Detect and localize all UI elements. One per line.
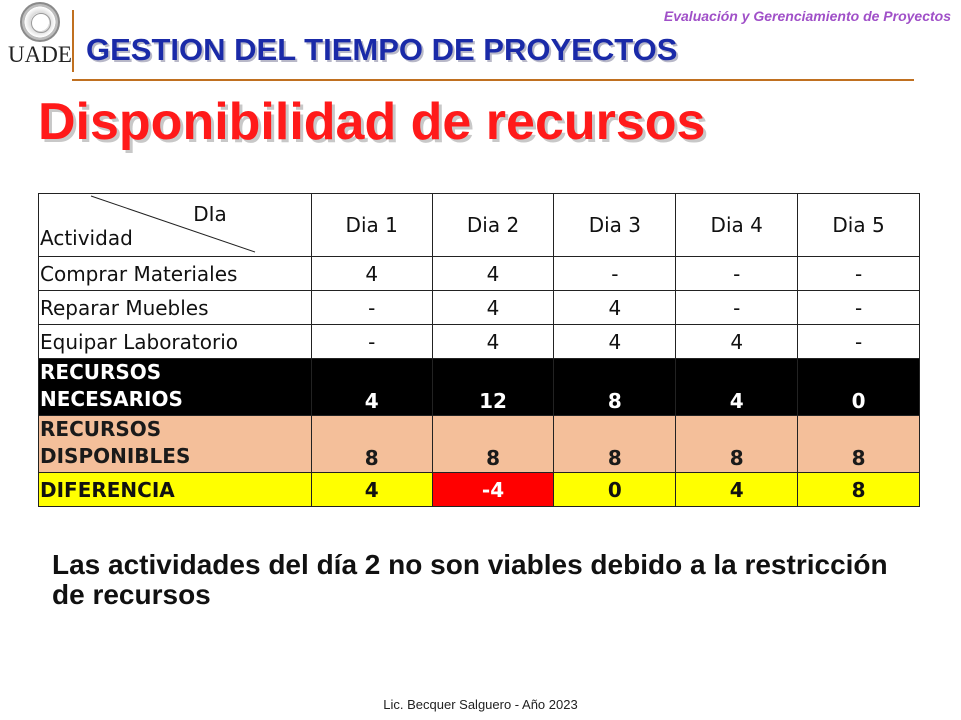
table-cell: 8 bbox=[554, 359, 676, 416]
table-row bbox=[39, 325, 920, 359]
corner-label-dia: DIa bbox=[193, 202, 227, 226]
table-cell: 4 bbox=[554, 325, 676, 359]
table-cell: 0 bbox=[554, 473, 676, 507]
table-cell: 8 bbox=[798, 473, 920, 507]
vertical-rule bbox=[72, 10, 74, 72]
negative-cell: -4 bbox=[432, 473, 554, 507]
corner-cell bbox=[39, 194, 312, 257]
activity-label: Comprar Materiales bbox=[39, 257, 312, 291]
course-subtitle: Evaluación y Gerenciamiento de Proyectos bbox=[663, 8, 951, 24]
disponibles-label bbox=[39, 416, 312, 473]
table-cell: 8 bbox=[798, 416, 920, 473]
necesarios-label-line1: RECURSOS bbox=[40, 360, 162, 384]
table-cell: - bbox=[311, 325, 432, 359]
disponibles-label-line2: DISPONIBLES bbox=[40, 444, 191, 468]
necesarios-label bbox=[39, 359, 312, 416]
table-cell: 8 bbox=[676, 416, 798, 473]
table-cell: 4 bbox=[432, 291, 554, 325]
table-cell: 4 bbox=[311, 359, 432, 416]
corner-label-actividad: Actividad bbox=[40, 226, 133, 250]
recursos-disponibles-row bbox=[39, 416, 920, 473]
necesarios-label-line2: NECESARIOS bbox=[40, 387, 183, 411]
table-cell: - bbox=[798, 325, 920, 359]
diferencia-label: DIFERENCIA bbox=[39, 473, 312, 507]
table-cell: 8 bbox=[554, 416, 676, 473]
recursos-necesarios-row bbox=[39, 359, 920, 416]
table-cell: 4 bbox=[311, 473, 432, 507]
activity-label: Equipar Laboratorio bbox=[39, 325, 312, 359]
activity-label: Reparar Muebles bbox=[39, 291, 312, 325]
table-cell: - bbox=[676, 257, 798, 291]
table-cell: 4 bbox=[432, 325, 554, 359]
column-header: Dia 5 bbox=[798, 194, 920, 257]
column-header: Dia 2 bbox=[432, 194, 554, 257]
table-row bbox=[39, 291, 920, 325]
column-header: Dia 3 bbox=[554, 194, 676, 257]
table-cell: 4 bbox=[311, 257, 432, 291]
table-cell: - bbox=[798, 291, 920, 325]
column-header: Dia 4 bbox=[676, 194, 798, 257]
footer-text: Lic. Becquer Salguero - Año 2023 bbox=[383, 697, 578, 712]
uade-logo bbox=[8, 2, 72, 72]
table-cell: - bbox=[676, 291, 798, 325]
table-cell: 0 bbox=[798, 359, 920, 416]
table-header-row bbox=[39, 194, 920, 257]
table-cell: 4 bbox=[676, 473, 798, 507]
logo-text: UADE bbox=[8, 42, 72, 67]
table-cell: - bbox=[554, 257, 676, 291]
table-cell: - bbox=[798, 257, 920, 291]
resource-table bbox=[38, 193, 920, 507]
table-cell: 4 bbox=[554, 291, 676, 325]
table-cell: 4 bbox=[676, 325, 798, 359]
table-cell: 4 bbox=[676, 359, 798, 416]
university-seal-icon bbox=[20, 2, 60, 42]
diferencia-row bbox=[39, 473, 920, 507]
table-cell: 4 bbox=[432, 257, 554, 291]
table-cell: 12 bbox=[432, 359, 554, 416]
table-cell: 8 bbox=[311, 416, 432, 473]
horizontal-rule bbox=[72, 79, 914, 81]
slide-title: Disponibilidad de recursos bbox=[38, 93, 706, 151]
table-row bbox=[39, 257, 920, 291]
table-cell: - bbox=[311, 291, 432, 325]
table-cell: 8 bbox=[432, 416, 554, 473]
conclusion-text: Las actividades del día 2 no son viables debido a la restricción de recursos bbox=[52, 549, 888, 610]
section-title: GESTION DEL TIEMPO DE PROYECTOS bbox=[86, 32, 678, 67]
column-header: Dia 1 bbox=[311, 194, 432, 257]
disponibles-label-line1: RECURSOS bbox=[40, 417, 162, 441]
